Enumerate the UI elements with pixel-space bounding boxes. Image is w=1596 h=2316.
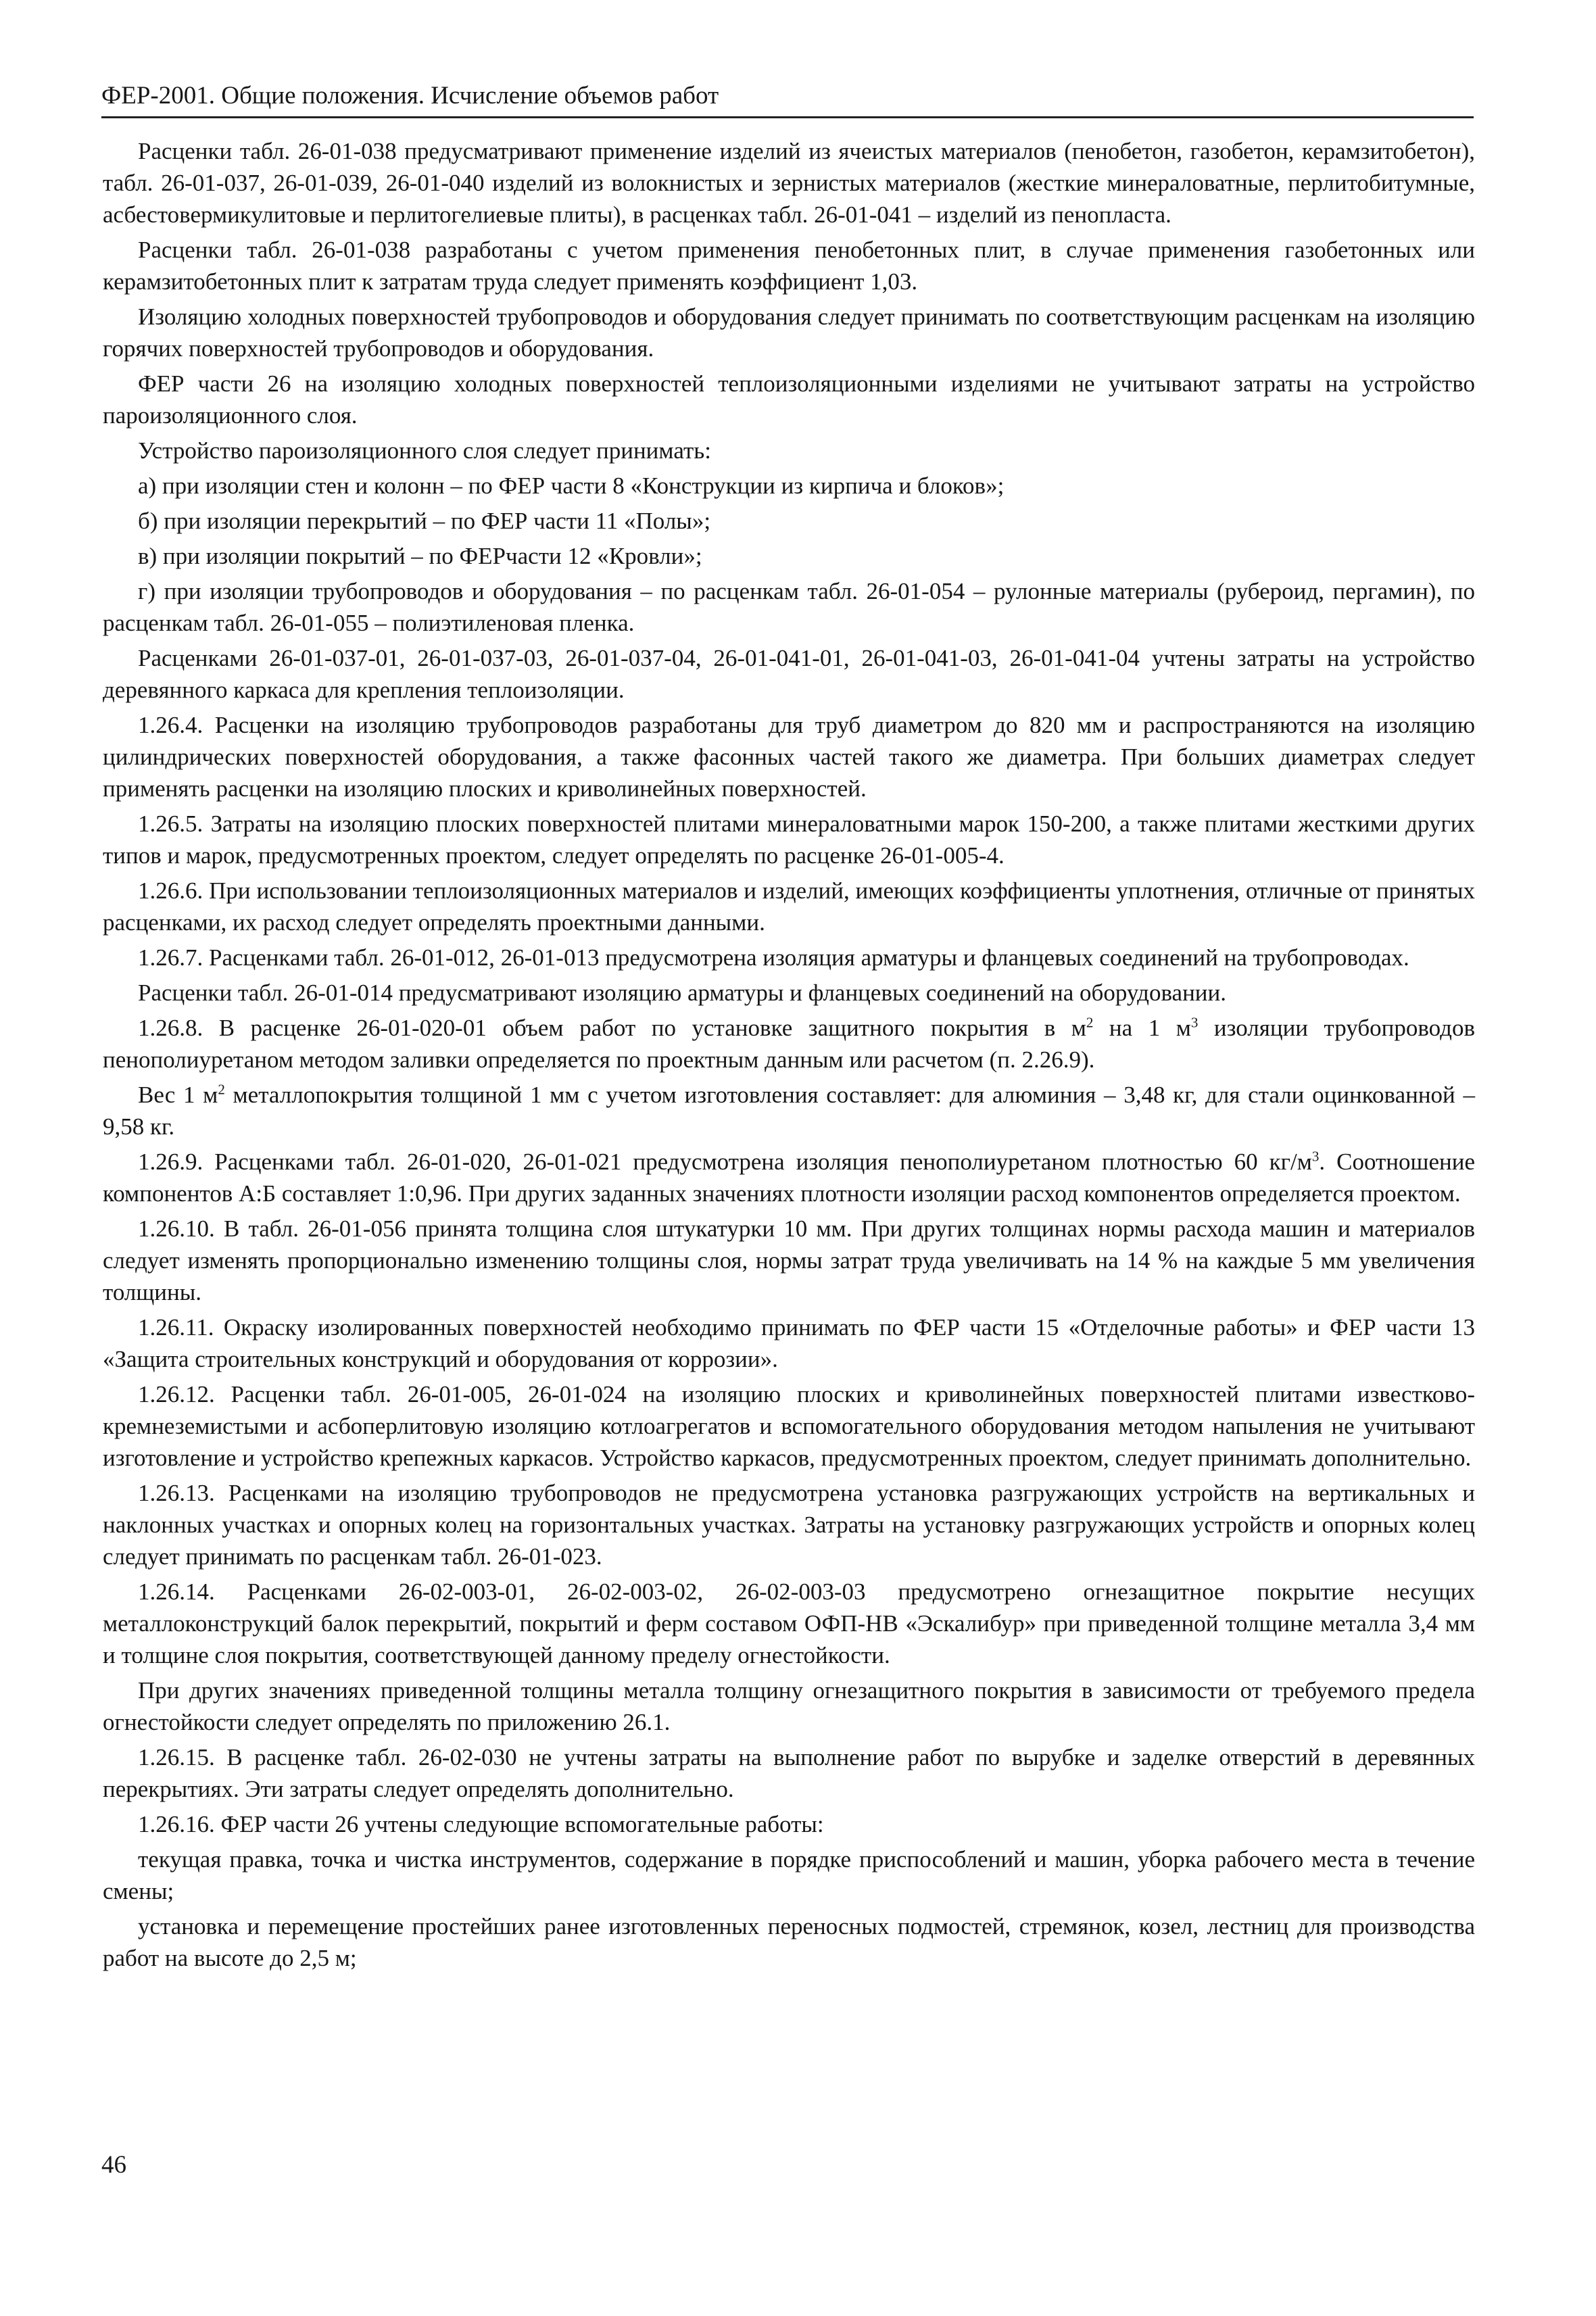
paragraph: При других значениях приведенной толщины металла толщину огнезащитного покрытия в зависимости от требуемого предела огнестойкости следует определять по приложению 26.1. [103,1677,1475,1735]
section-1-26-4: 1.26.4. Расценки на изоляцию трубопроводов разработаны для труб диаметром до 820 мм и распространяются на изоляцию цилиндрических поверхностей оборудования, а также фасонных частей такого же диаметра. При больших диаметрах следует применять расценки на изоляцию плоских и криволинейных поверхностей. [103,712,1475,802]
paragraph: ФЕР части 26 на изоляцию холодных поверхностей теплоизоляционными изделиями не учитывают затраты на устройство пароизоляционного слоя. [103,370,1475,429]
section-1-26-13: 1.26.13. Расценками на изоляцию трубопроводов не предусмотрена установка разгружающих устройств на вертикальных и наклонных участках и опорных колец на горизонтальных участках. Затраты на установку разгружающих устройств и опорных колец следует принимать по расценкам табл. 26-01-023. [103,1480,1475,1570]
text-run: 1.26.8. В расценке 26-01-020-01 объем работ по установке защитного покрытия в м [138,1015,1086,1041]
paragraph: Устройство пароизоляционного слоя следует принимать: [138,437,711,464]
text-run: металлопокрытия толщиной 1 мм с учетом изготовления составляет: для алюминия – 3,48 кг, для стали оцинкованной – 9,58 кг. [103,1082,1475,1140]
text-run: изоляции трубопроводов пенополиуретаном методом заливки определяется по проектным данным или расчетом (п. 2.26.9). [103,1015,1475,1073]
list-item: в) при изоляции покрытий – по ФЕРчасти 12 «Кровли»; [138,543,702,569]
text-run: 1.26.9. Расценками табл. 26-01-020, 26-01-021 предусмотрена изоляция пенополиуретаном плотностью 60 кг/м [138,1149,1312,1175]
section-1-26-5: 1.26.5. Затраты на изоляцию плоских поверхностей плитами минераловатными марок 150-200, а также плитами жесткими других типов и марок, предусмотренных проектом, следует определять по расценке 26-01-005-4. [103,811,1475,869]
section-1-26-9 [103,1146,1475,1209]
page-number: 46 [101,2151,126,2179]
paragraph: Расценками 26-01-037-01, 26-01-037-03, 26-01-037-04, 26-01-041-01, 26-01-041-03, 26-01-041-04 учтены затраты на устройство деревянного каркаса для крепления теплоизоляции. [103,645,1475,703]
list-item: б) при изоляции перекрытий – по ФЕР части 11 «Полы»; [138,508,711,534]
section-1-26-14: 1.26.14. Расценками 26-02-003-01, 26-02-003-02, 26-02-003-03 предусмотрено огнезащитное покрытие несущих металлоконструкций балок перекрытий, покрытий и ферм составом ОФП-НВ «Эскалибур» при приведенной толщине металла 3,4 мм и толщине слоя покрытия, соответствующей данному пределу огнестойкости. [103,1578,1475,1668]
text-run: на 1 м [1093,1015,1191,1041]
list-item: текущая правка, точка и чистка инструментов, содержание в порядке приспособлений и машин, уборка рабочего места в течение смены; [103,1846,1475,1904]
section-1-26-16: 1.26.16. ФЕР части 26 учтены следующие вспомогательные работы: [138,1811,824,1837]
superscript: 2 [218,1081,225,1098]
section-1-26-7: 1.26.7. Расценками табл. 26-01-012, 26-01-013 предусмотрена изоляция арматуры и фланцевых соединений на трубопроводах. [138,944,1409,971]
paragraph: Расценки табл. 26-01-038 предусматривают применение изделий из ячеистых материалов (пенобетон, газобетон, керамзитобетон), табл. 26-01-037, 26-01-039, 26-01-040 изделий из волокнистых и зернистых материалов (жесткие минераловатные, перлитобитумные, асбестовермикулитовые и перлитогелиевые плиты), в расценках табл. 26-01-041 – изделий из пенопласта. [103,138,1475,228]
superscript: 2 [1086,1014,1094,1031]
text-run: . Соотношение компонентов А:Б составляет 1:0,96. При других заданных значениях плотности изоляции расход компонентов определяется проектом. [103,1149,1475,1207]
section-1-26-12: 1.26.12. Расценки табл. 26-01-005, 26-01-024 на изоляцию плоских и криволинейных поверхностей плитами известково-кремнеземистыми и асбоперлитовую изоляцию котлоагрегатов и вспомогательного оборудования методом напыления не учитывают изготовление и устройство крепежных каркасов. Устройство каркасов, предусмотренных проектом, следует принимать дополнительно. [103,1381,1475,1471]
list-item: установка и перемещение простейших ранее изготовленных переносных подмостей, стремянок, козел, лестниц для производства работ на высоте до 2,5 м; [103,1913,1475,1971]
list-item: г) при изоляции трубопроводов и оборудования – по расценкам табл. 26-01-054 – рулонные материалы (рубероид, пергамин), по расценкам табл. 26-01-055 – полиэтиленовая пленка. [103,578,1475,636]
section-1-26-15: 1.26.15. В расценке табл. 26-02-030 не учтены затраты на выполнение работ по вырубке и заделке отверстий в деревянных перекрытиях. Эти затраты следует определять дополнительно. [103,1744,1475,1802]
paragraph: Расценки табл. 26-01-014 предусматривают изоляцию арматуры и фланцевых соединений на оборудовании. [138,980,1227,1006]
paragraph-metal-weight [103,1079,1475,1142]
running-header: ФЕР-2001. Общие положения. Исчисление объемов работ [101,76,1474,118]
section-1-26-10: 1.26.10. В табл. 26-01-056 принята толщина слоя штукатурки 10 мм. При других толщинах нормы расхода машин и материалов следует изменять пропорционально изменению толщины слоя, нормы затрат труда увеличивать на 14 % на каждые 5 мм увеличения толщины. [103,1215,1475,1305]
paragraph: Расценки табл. 26-01-038 разработаны с учетом применения пенобетонных плит, в случае применения газобетонных или керамзитобетонных плит к затратам труда следует применять коэффициент 1,03. [103,237,1475,295]
text-run: Вес 1 м [138,1082,218,1108]
list-item: а) при изоляции стен и колонн – по ФЕР части 8 «Конструкции из кирпича и блоков»; [138,473,1005,499]
superscript: 3 [1190,1014,1199,1031]
section-1-26-6: 1.26.6. При использовании теплоизоляционных материалов и изделий, имеющих коэффициенты уплотнения, отличные от принятых расценками, их расход следует определять проектными данными. [103,877,1475,936]
section-1-26-11: 1.26.11. Окраску изолированных поверхностей необходимо принимать по ФЕР части 15 «Отделочные работы» и ФЕР части 13 «Защита строительных конструкций и оборудования от коррозии». [103,1314,1475,1372]
document-body [103,135,1475,1977]
section-1-26-8 [103,1012,1475,1076]
paragraph: Изоляцию холодных поверхностей трубопроводов и оборудования следует принимать по соответствующим расценкам на изоляцию горячих поверхностей трубопроводов и оборудования. [103,304,1475,362]
superscript: 3 [1311,1148,1320,1165]
